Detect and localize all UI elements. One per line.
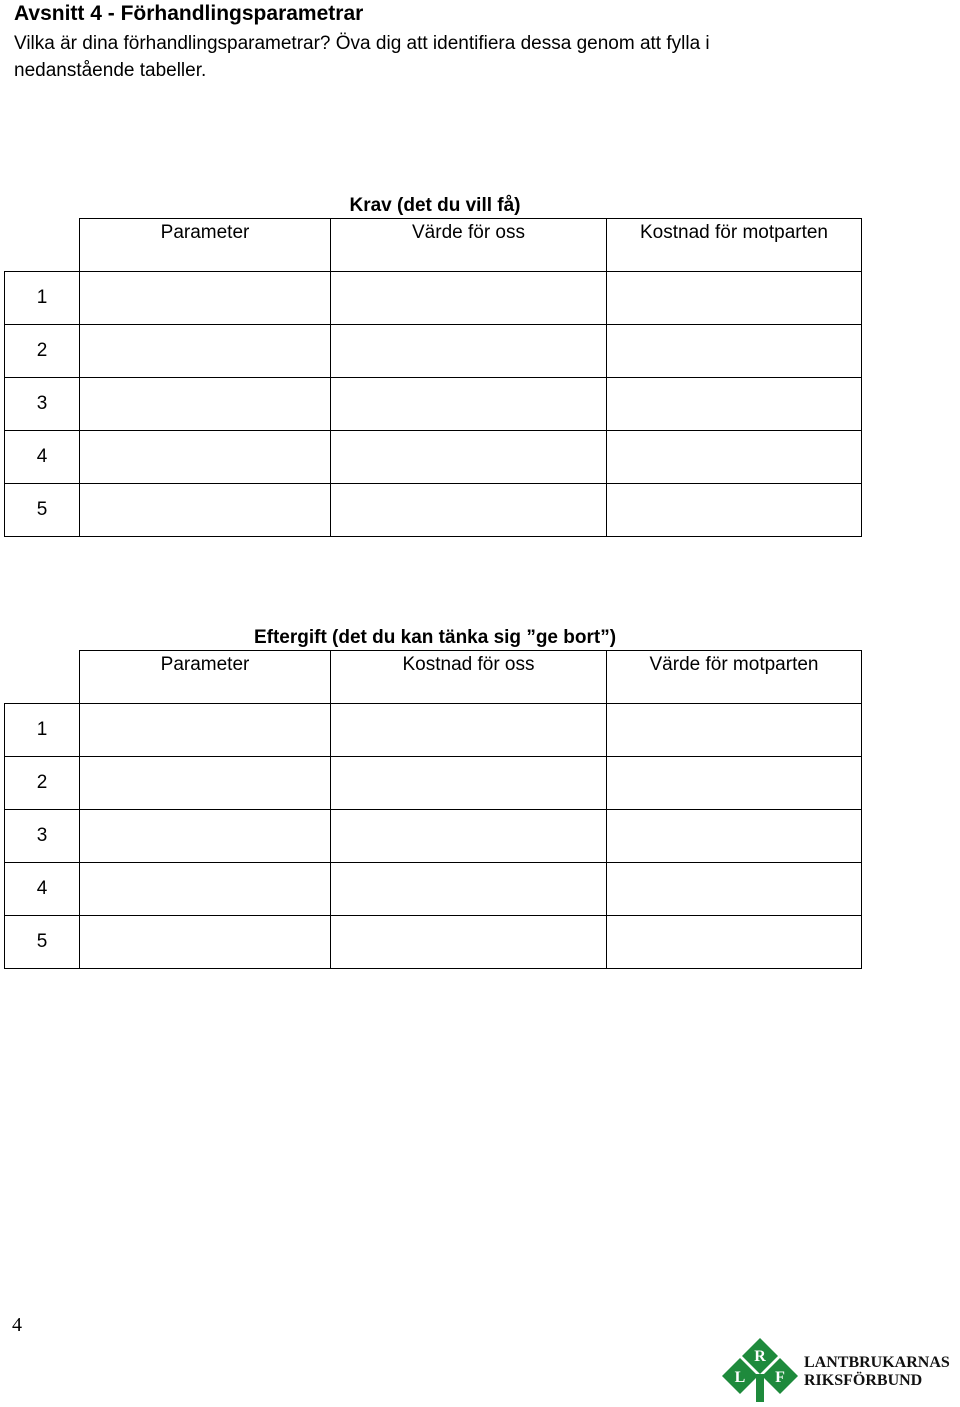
table-row (5, 272, 862, 325)
table-row (5, 757, 862, 810)
eftergift-cost-cell[interactable] (331, 757, 607, 810)
logo-letter-r: R (754, 1348, 766, 1365)
eftergift-parameter-cell[interactable] (80, 704, 331, 757)
krav-cost-cell[interactable] (607, 484, 862, 537)
eftergift-header-corner (5, 651, 80, 704)
krav-value-cell[interactable] (331, 378, 607, 431)
table-row (5, 810, 862, 863)
krav-cost-cell[interactable] (607, 431, 862, 484)
logo-letter-l: L (734, 1369, 746, 1386)
krav-parameter-cell[interactable] (80, 378, 331, 431)
row-number: 5 (5, 916, 80, 969)
krav-header-corner (5, 219, 80, 272)
page-number: 4 (12, 1314, 22, 1336)
krav-cost-cell[interactable] (607, 272, 862, 325)
eftergift-value-cell[interactable] (607, 704, 862, 757)
krav-value-cell[interactable] (331, 325, 607, 378)
row-number: 2 (5, 325, 80, 378)
eftergift-table (4, 650, 862, 969)
eftergift-col-value: Värde för motparten (607, 651, 862, 704)
table-row (5, 378, 862, 431)
row-number: 4 (5, 431, 80, 484)
krav-parameter-cell[interactable] (80, 431, 331, 484)
eftergift-cost-cell[interactable] (331, 863, 607, 916)
krav-col-parameter: Parameter (80, 219, 331, 272)
row-number: 1 (5, 704, 80, 757)
eftergift-col-parameter: Parameter (80, 651, 331, 704)
table-row (5, 484, 862, 537)
intro-text: Vilka är dina förhandlingsparametrar? Öva dig att identifiera dessa genom att fylla i nedanstående tabeller. (14, 33, 710, 81)
row-number: 2 (5, 757, 80, 810)
eftergift-value-cell[interactable] (607, 916, 862, 969)
eftergift-cost-cell[interactable] (331, 810, 607, 863)
krav-col-value: Värde för oss (331, 219, 607, 272)
eftergift-value-cell[interactable] (607, 810, 862, 863)
table-row (5, 863, 862, 916)
section-heading: Avsnitt 4 - Förhandlingsparametrar (14, 2, 364, 25)
krav-value-cell[interactable] (331, 484, 607, 537)
krav-col-cost: Kostnad för motparten (607, 219, 862, 272)
table-row (5, 431, 862, 484)
krav-parameter-cell[interactable] (80, 325, 331, 378)
krav-cost-cell[interactable] (607, 325, 862, 378)
table-row (5, 916, 862, 969)
krav-parameter-cell[interactable] (80, 272, 331, 325)
eftergift-parameter-cell[interactable] (80, 810, 331, 863)
eftergift-caption: Eftergift (det du kan tänka sig ”ge bort”) (253, 627, 617, 648)
krav-value-cell[interactable] (331, 431, 607, 484)
logo-wordmark (804, 1354, 950, 1390)
lrf-logo (722, 1336, 960, 1404)
logo-trunk (756, 1374, 764, 1402)
eftergift-value-cell[interactable] (607, 863, 862, 916)
eftergift-col-cost: Kostnad för oss (331, 651, 607, 704)
lrf-logo-icon (722, 1336, 798, 1404)
row-number: 1 (5, 272, 80, 325)
krav-table (4, 218, 862, 537)
krav-parameter-cell[interactable] (80, 484, 331, 537)
eftergift-value-cell[interactable] (607, 757, 862, 810)
eftergift-cost-cell[interactable] (331, 916, 607, 969)
table-row (5, 325, 862, 378)
krav-header-row (5, 219, 862, 272)
eftergift-parameter-cell[interactable] (80, 757, 331, 810)
eftergift-parameter-cell[interactable] (80, 916, 331, 969)
eftergift-parameter-cell[interactable] (80, 863, 331, 916)
row-number: 5 (5, 484, 80, 537)
eftergift-cost-cell[interactable] (331, 704, 607, 757)
logo-line-2: RIKSFÖRBUND (804, 1372, 923, 1389)
krav-value-cell[interactable] (331, 272, 607, 325)
table-row (5, 704, 862, 757)
krav-cost-cell[interactable] (607, 378, 862, 431)
logo-letter-f: F (775, 1369, 785, 1386)
eftergift-header-row (5, 651, 862, 704)
logo-line-1: LANTBRUKARNAS (804, 1354, 950, 1371)
row-number: 3 (5, 810, 80, 863)
row-number: 4 (5, 863, 80, 916)
row-number: 3 (5, 378, 80, 431)
krav-caption: Krav (det du vill få) (349, 195, 521, 216)
